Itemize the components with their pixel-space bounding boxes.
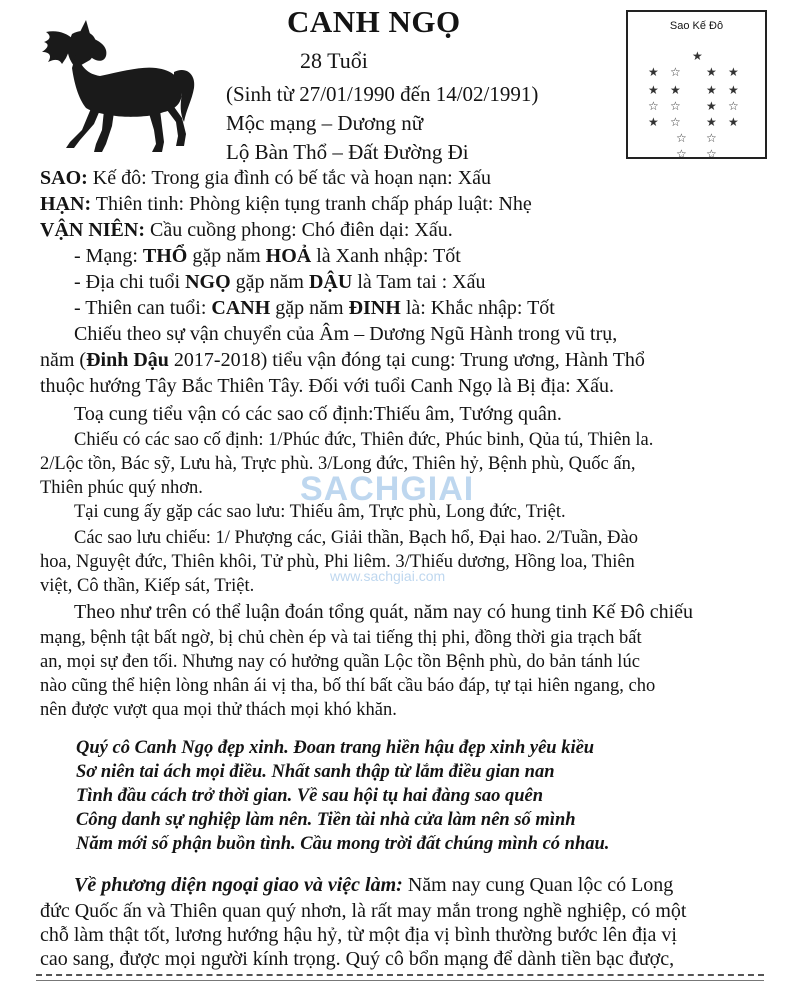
mang-bold-1: THỔ: [142, 245, 188, 267]
mang-bold-2: HOẢ: [265, 245, 312, 267]
star-chart-box: [626, 10, 767, 159]
chieu-text-2a: năm (: [40, 349, 87, 371]
watermark: SACHGIAI: [300, 470, 475, 508]
dia-chi-text-1: - Địa chi tuổi: [74, 271, 186, 293]
dia-chi-text-2: gặp năm: [230, 271, 309, 293]
mang-text-3: là Xanh nhập: Tốt: [311, 245, 461, 267]
co-dinh-line-2: 2/Lộc tồn, Bác sỹ, Lưu hà, Trực phù. 3/Long đức, Thiên hỷ, Bệnh phù, Quốc ấn,: [40, 454, 636, 474]
star-icon: ☆: [706, 131, 717, 145]
dia-chi-line: [74, 270, 786, 294]
co-dinh-line-1: Chiếu có các sao cố định: 1/Phúc đức, Thiên đức, Phúc binh, Qủa tú, Thiên la.: [74, 430, 654, 450]
menh-label: Mộc mạng – Dương nữ: [226, 111, 424, 135]
thien-can-text-3: là: Khắc nhập: Tốt: [400, 297, 555, 319]
chieu-line-2: [40, 348, 752, 372]
career-label: Về phương diện ngoại giao và việc làm:: [74, 874, 403, 896]
divider: [36, 974, 764, 976]
star-icon: ★: [706, 99, 717, 113]
horse-image: [36, 18, 198, 158]
mang-line: [74, 244, 786, 268]
star-icon: ☆: [670, 65, 681, 79]
poem-line: Tình đầu cách trở thời gian. Về sau hội tụ hai đàng sao quên: [76, 786, 544, 806]
tai-cung-line: Tại cung ấy gặp các sao lưu: Thiếu âm, Trực phù, Long đức, Triệt.: [74, 502, 566, 522]
divider: [36, 980, 764, 981]
chieu-bold-2b: Đinh Dậu: [86, 349, 169, 371]
chieu-text-2c: 2017-2018) tiểu vận đóng tại cung: Trung ương, Hành Thổ: [168, 349, 645, 371]
career-line-1: [74, 873, 786, 897]
luu-chieu-line-2: hoa, Nguyệt đức, Thiên khôi, Tử phù, Phi liêm. 3/Thiếu dương, Hồng loa, Thiên: [40, 552, 635, 572]
career-line-2: đức Quốc ấn và Thiên quan quý nhơn, là rất may mắn trong nghề nghiệp, có một: [40, 900, 687, 922]
van-nien-text: Cầu cuồng phong: Chó điên dại: Xấu.: [145, 219, 453, 241]
sao-line: [40, 166, 752, 190]
star-icon: ★: [728, 115, 739, 129]
career-line-3: chỗ làm thật tốt, lương hướng hậu hỷ, từ một địa vị bình thường bước lên địa vị: [40, 924, 677, 946]
thien-can-bold-1: CANH: [211, 297, 271, 319]
han-label: HẠN:: [40, 193, 92, 215]
sao-label: SAO:: [40, 167, 88, 189]
poem-line: Công danh sự nghiệp làm nên. Tiền tài nhà cửa làm nên số mình: [76, 810, 576, 830]
dia-chi-bold-2: DẬU: [308, 271, 353, 293]
thien-can-line: [74, 296, 786, 320]
star-chart-title: Sao Kế Đô: [669, 20, 724, 32]
sao-text: Kế đô: Trong gia đình có bế tắc và hoạn nạn: Xấu: [87, 167, 492, 189]
star-icon: ☆: [706, 147, 717, 161]
toa-cung-line: Toạ cung tiểu vận có các sao cố định:Thiếu âm, Tướng quân.: [74, 403, 562, 425]
poem-line: Năm mới số phận buồn tình. Cầu mong trời đất chúng mình có nhau.: [76, 834, 610, 854]
page-title: CANH NGỌ: [287, 4, 461, 39]
star-icon: ☆: [676, 131, 687, 145]
theo-line-2: mạng, bệnh tật bất ngờ, bị chủ chèn ép và tai tiếng thị phi, đồng thời gia trạch bất: [40, 628, 642, 648]
chieu-line-1: Chiếu theo sự vận chuyển của Âm – Dương Ngũ Hành trong vũ trụ,: [74, 323, 618, 345]
star-icon: ★: [648, 83, 659, 97]
dia-chi-bold-1: NGỌ: [185, 271, 231, 293]
star-icon: ★: [692, 49, 703, 63]
han-line: [40, 192, 752, 216]
birth-range: (Sinh từ 27/01/1990 đến 14/02/1991): [226, 82, 539, 106]
star-icon: ★: [706, 65, 717, 79]
van-nien-label: VẬN NIÊN:: [40, 219, 145, 241]
career-line-4: cao sang, được mọi người kính trọng. Quý cô bổn mạng để dành tiền bạc được,: [40, 948, 675, 970]
theo-line-4: nào cũng thể hiện lòng nhân ái vị tha, bố thí bất cầu báo đáp, tự tại hiên ngang, cho: [40, 676, 656, 696]
theo-line-3: an, mọi sự đen tối. Nhưng nay có hưởng quần Lộc tồn Bệnh phù, do bản tánh lúc: [40, 652, 640, 672]
van-nien-line: [40, 218, 752, 242]
star-icon: ★: [706, 115, 717, 129]
star-icon: ★: [648, 65, 659, 79]
star-icon: ☆: [670, 99, 681, 113]
watermark-url: www.sachgiai.com: [330, 568, 446, 584]
chieu-line-3: thuộc hướng Tây Bắc Thiên Tây. Đối với tuổi Canh Ngọ là Bị địa: Xấu.: [40, 375, 614, 397]
theo-line-5: nên được vượt qua mọi thử thách mọi khó khăn.: [40, 700, 397, 720]
star-icon: ★: [728, 83, 739, 97]
age-label: 28 Tuổi: [300, 48, 368, 73]
nap-am-label: Lộ Bàn Thổ – Đất Đường Đi: [226, 140, 469, 164]
theo-line-1: Theo như trên có thể luận đoán tổng quát, năm nay có hung tinh Kế Đô chiếu: [74, 601, 694, 623]
thien-can-bold-2: ĐINH: [348, 297, 401, 319]
career-text-1: Năm nay cung Quan lộc có Long: [402, 874, 674, 896]
star-icon: ☆: [676, 147, 687, 161]
luu-chieu-line-3: việt, Cô thần, Kiếp sát, Triệt.: [40, 576, 255, 596]
mang-text-2: gặp năm: [187, 245, 266, 267]
mang-text-1: - Mạng:: [74, 245, 143, 267]
luu-chieu-line-1: Các sao lưu chiếu: 1/ Phượng các, Giải thần, Bạch hổ, Đại hao. 2/Tuần, Đào: [74, 528, 638, 548]
han-text: Thiên tinh: Phòng kiện tụng tranh chấp pháp luật: Nhẹ: [91, 193, 532, 215]
star-icon: ★: [728, 65, 739, 79]
thien-can-text-2: gặp năm: [270, 297, 349, 319]
star-icon: ☆: [670, 115, 681, 129]
star-icon: ★: [706, 83, 717, 97]
dia-chi-text-3: là Tam tai : Xấu: [352, 271, 486, 293]
co-dinh-line-3: Thiên phúc quý nhơn.: [40, 478, 203, 498]
thien-can-text-1: - Thiên can tuổi:: [74, 297, 212, 319]
star-icon: ★: [648, 115, 659, 129]
star-icon: ☆: [728, 99, 739, 113]
star-icon: ☆: [648, 99, 659, 113]
star-icon: ★: [670, 83, 681, 97]
poem-line: Quý cô Canh Ngọ đẹp xinh. Đoan trang hiền hậu đẹp xinh yêu kiều: [76, 738, 595, 758]
poem-line: Sơ niên tai ách mọi điều. Nhất sanh thập từ lắm điều gian nan: [76, 762, 555, 782]
